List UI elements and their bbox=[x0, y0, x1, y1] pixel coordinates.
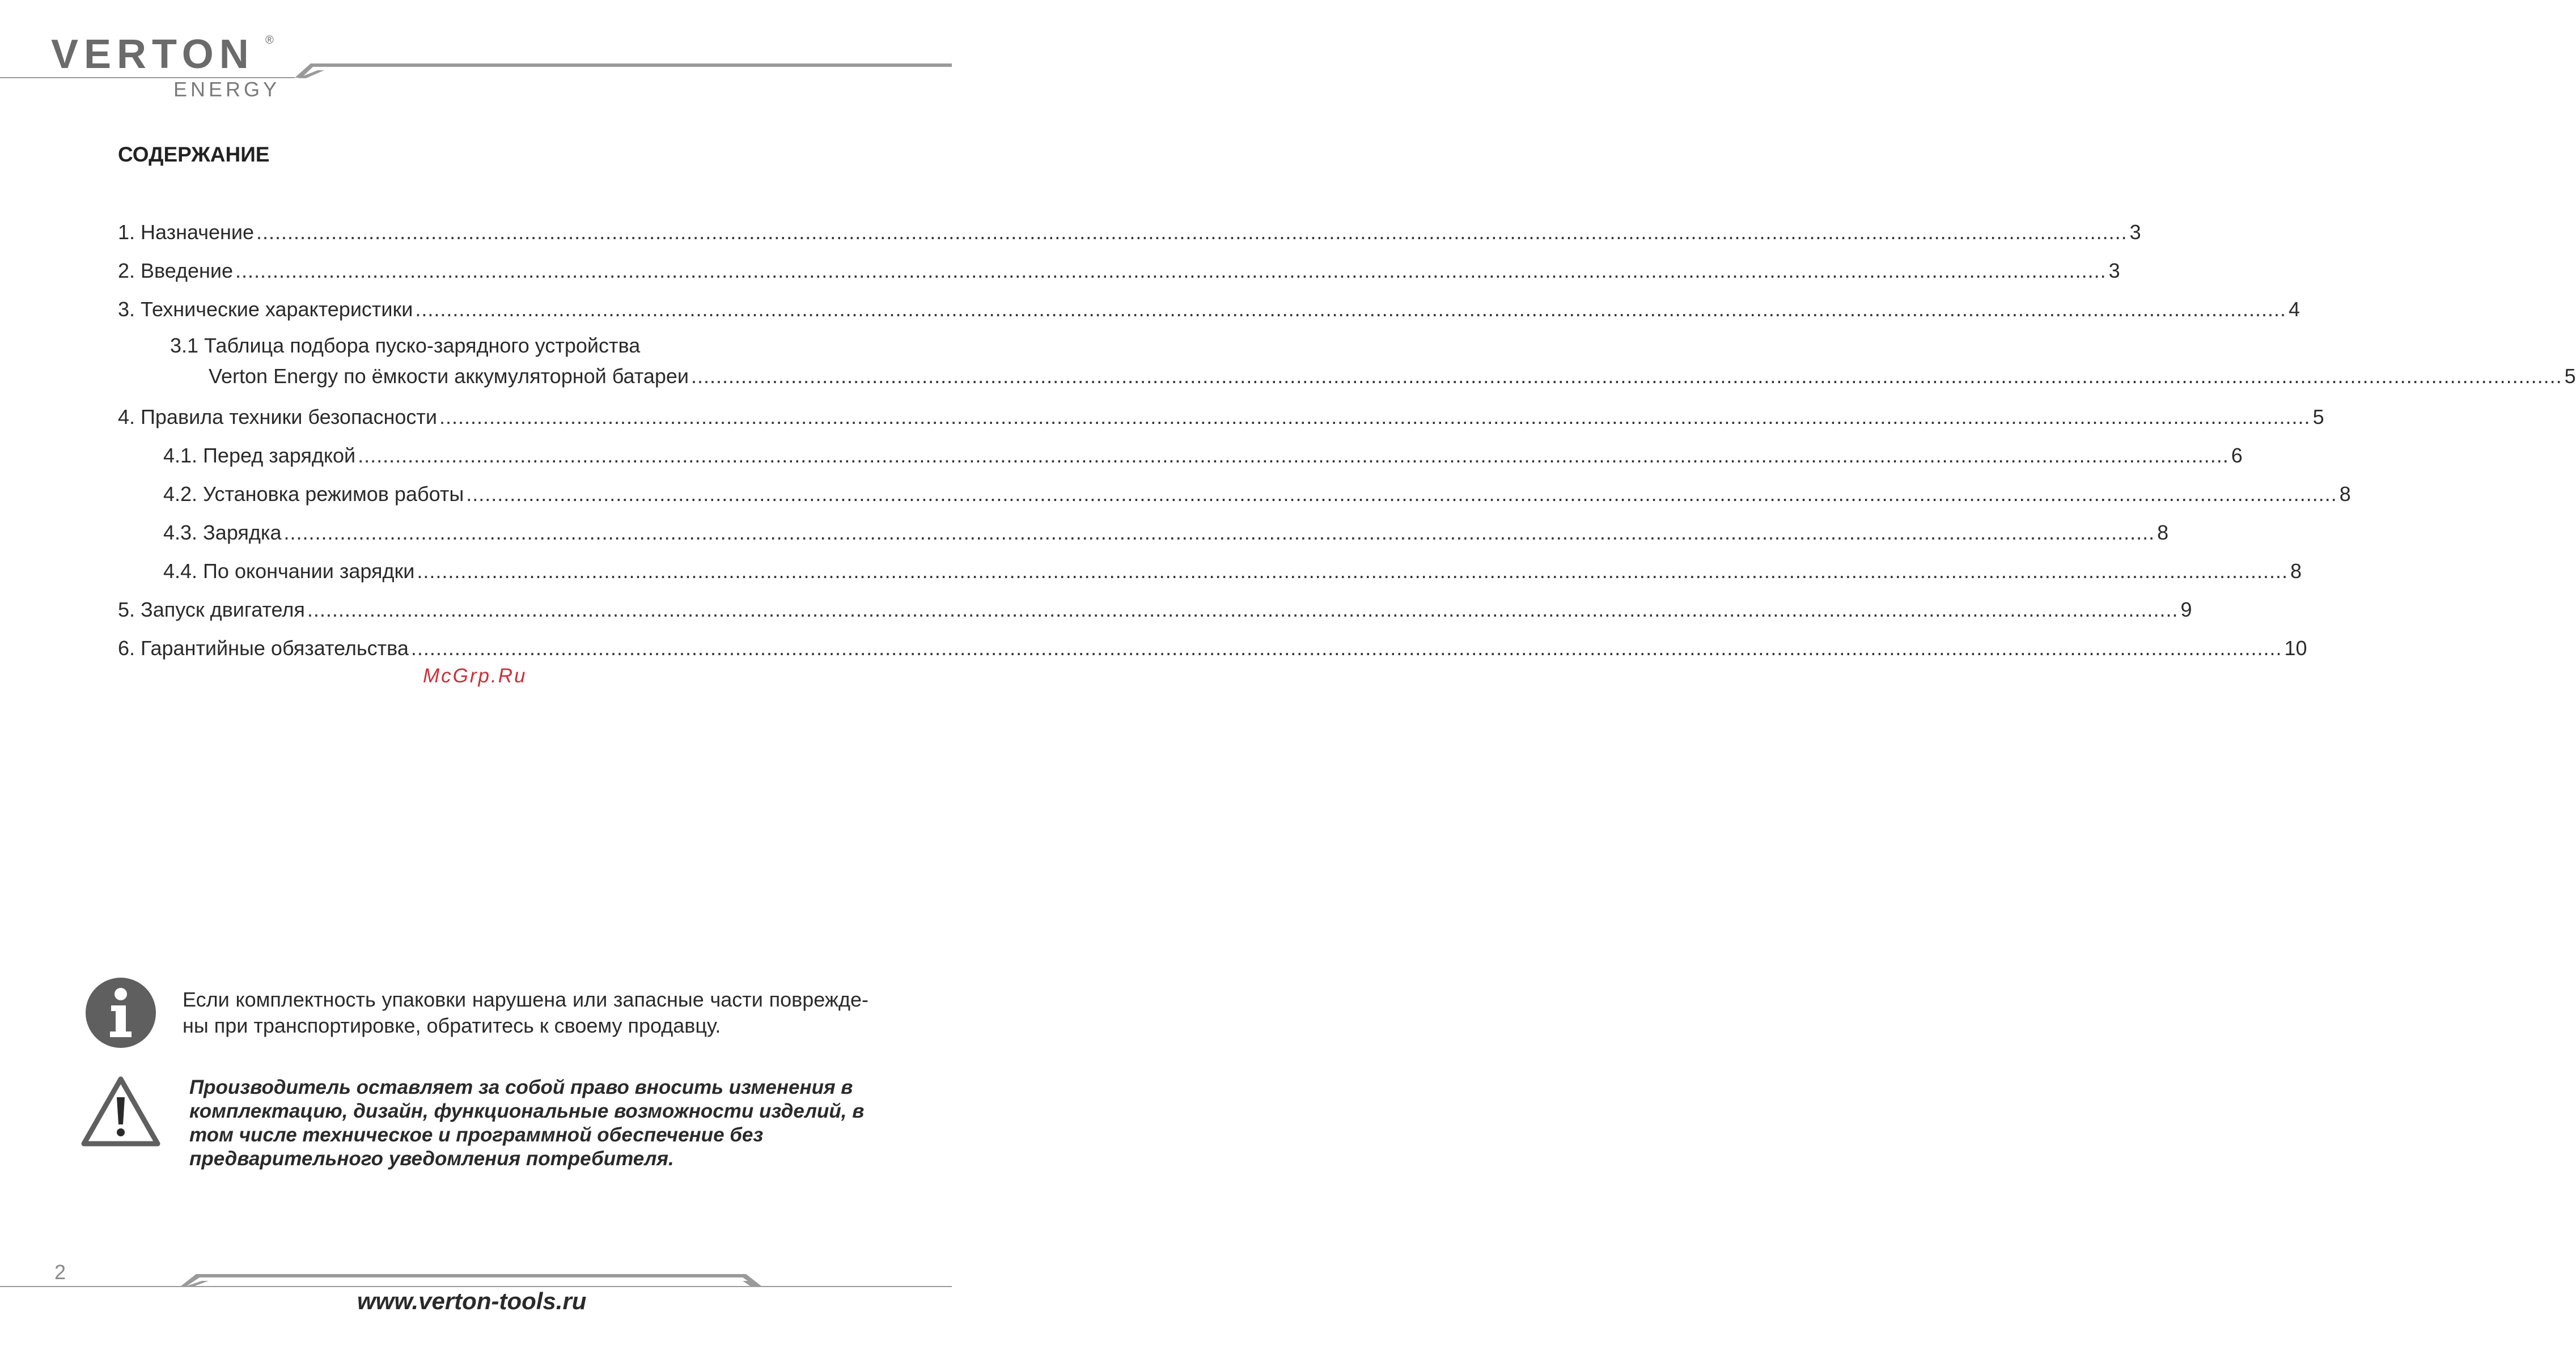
toc-entry bbox=[163, 444, 2243, 467]
toc-entry-page: 9 bbox=[2180, 598, 2192, 621]
toc-entry-page: 8 bbox=[2339, 482, 2351, 506]
toc-entry-page: 3 bbox=[2129, 220, 2141, 244]
toc-leader-dots: ............................................................................................................................................................................................................................................................................................................ bbox=[415, 298, 2286, 321]
toc-entry-label: Verton Energy по ёмкости аккумуляторной батареи bbox=[209, 364, 689, 388]
footer-website-url[interactable]: www.verton-tools.ru bbox=[357, 1288, 587, 1314]
toc-entry bbox=[118, 259, 2120, 282]
toc-entry-label-line1: 3.1 Таблица подбора пуско-зарядного устройства bbox=[170, 334, 641, 357]
toc-entry bbox=[118, 298, 2300, 321]
toc-entry-label: 3. Технические характеристики bbox=[118, 298, 413, 321]
toc-entry bbox=[163, 559, 2302, 583]
toc-entry bbox=[163, 521, 2169, 544]
toc-leader-dots: ............................................................................................................................................................................................................................................................................................................ bbox=[283, 521, 2155, 544]
toc-entry-label: 1. Назначение bbox=[118, 220, 255, 244]
toc-leader-dots: ............................................................................................................................................................................................................................................................................................................ bbox=[307, 598, 2179, 621]
toc-leader-dots: ............................................................................................................................................................................................................................................................................................................ bbox=[235, 259, 2107, 282]
toc-entry bbox=[118, 220, 2141, 244]
toc-leader-dots: ............................................................................................................................................................................................................................................................................................................ bbox=[439, 405, 2311, 428]
toc-entry-page: 6 bbox=[2231, 444, 2243, 467]
toc-entry-label: 2. Введение bbox=[118, 259, 234, 282]
toc-entry-label: 6. Гарантийные обязательства bbox=[118, 636, 409, 660]
info-icon bbox=[85, 977, 156, 1048]
toc-entry bbox=[209, 364, 2576, 388]
toc-entry-label: 4.1. Перед зарядкой bbox=[163, 444, 356, 467]
toc-leader-dots: ............................................................................................................................................................................................................................................................................................................ bbox=[410, 636, 2282, 660]
logo-name: VERTON bbox=[51, 32, 255, 77]
warning-icon bbox=[80, 1076, 161, 1147]
toc-entry bbox=[118, 636, 2307, 660]
toc-entry-page: 10 bbox=[2284, 636, 2307, 660]
toc-title: СОДЕРЖАНИЕ bbox=[118, 143, 270, 166]
warning-note-text: Производитель оставляет за собой право вносить изменения в комплектацию, дизайн, функциональные возможности изделий, в том числе техническое и программной обеспечение без предварительного уведомления потребителя. bbox=[189, 1076, 865, 1170]
page-number: 2 bbox=[54, 1260, 66, 1284]
toc-leader-dots: ............................................................................................................................................................................................................................................................................................................ bbox=[691, 364, 2562, 388]
logo-registered-mark: ® bbox=[265, 34, 274, 46]
toc-leader-dots: ............................................................................................................................................................................................................................................................................................................ bbox=[466, 482, 2337, 506]
toc-entry-page: 4 bbox=[2288, 298, 2300, 321]
toc-entry-page: 3 bbox=[2108, 259, 2120, 282]
logo-subtitle: ENERGY bbox=[173, 78, 281, 101]
info-note-text: Если комплектность упаковки нарушена или запасные части повреждены при транспортировке, обратитесь к своему продавцу. bbox=[183, 988, 868, 1037]
toc-entry-label: 4. Правила техники безопасности bbox=[118, 405, 437, 428]
toc-entry-label: 4.3. Зарядка bbox=[163, 521, 282, 544]
toc-entry bbox=[118, 598, 2192, 621]
toc-entry bbox=[118, 405, 2324, 428]
toc-leader-dots: ............................................................................................................................................................................................................................................................................................................ bbox=[358, 444, 2229, 467]
toc-entry-page: 5 bbox=[2312, 405, 2324, 428]
toc-entry-label: 4.4. По окончании зарядки bbox=[163, 559, 415, 583]
toc-entry-label: 4.2. Установка режимов работы bbox=[163, 482, 464, 506]
toc-leader-dots: ............................................................................................................................................................................................................................................................................................................ bbox=[417, 559, 2289, 583]
toc-entry-page: 5 bbox=[2564, 364, 2576, 388]
toc-entry bbox=[163, 482, 2351, 506]
toc-entry-page: 8 bbox=[2290, 559, 2302, 583]
toc-entry-page: 8 bbox=[2157, 521, 2169, 544]
toc-entry-label: 5. Запуск двигателя bbox=[118, 598, 305, 621]
watermark: McGrp.Ru bbox=[423, 665, 527, 687]
verton-energy-logo bbox=[51, 34, 289, 108]
toc-leader-dots: ............................................................................................................................................................................................................................................................................................................ bbox=[256, 220, 2128, 244]
